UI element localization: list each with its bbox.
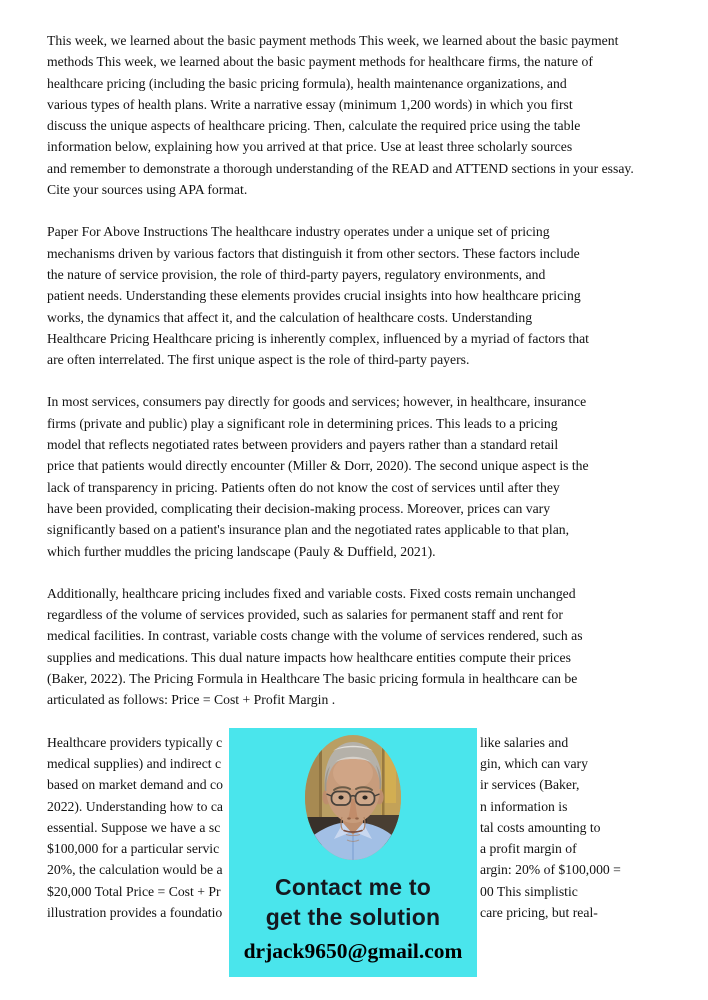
paragraph xyxy=(47,583,663,711)
text-fragment-left: illustration provides a foundatio xyxy=(47,904,223,920)
text-fragment-left: based on market demand and co xyxy=(47,777,223,793)
text-line: medical facilities. In contrast, variable costs change with the volume of services rendered, such as xyxy=(47,628,583,644)
text-line: are often interrelated. The first unique aspect is the role of third-party payers. xyxy=(47,352,470,368)
text-line: have been provided, complicating their decision-making process. Moreover, prices can vary xyxy=(47,500,551,516)
text-line: significantly based on a patient's insurance plan and the negotiated rates applicable to that plan, xyxy=(47,522,570,538)
text-line: In most services, consumers pay directly for goods and services; however, in healthcare, insurance xyxy=(47,394,587,410)
text-line: Additionally, healthcare pricing includes fixed and variable costs. Fixed costs remain unchanged xyxy=(47,585,576,601)
text-fragment-right: ir services (Baker, xyxy=(480,777,580,793)
text-fragment-right: a profit margin of xyxy=(480,841,577,857)
text-fragment-right: care pricing, but real- xyxy=(480,904,598,920)
paragraph xyxy=(47,391,663,561)
text-fragment-right: argin: 20% of $100,000 = xyxy=(480,862,621,878)
contact-overlay-card xyxy=(229,728,477,977)
text-line: model that reflects negotiated rates between providers and payers rather than a standard retail xyxy=(47,437,559,453)
contact-heading-line1: Contact me to xyxy=(275,874,431,900)
text-line: healthcare pricing (including the basic pricing formula), health maintenance organizations, and xyxy=(47,75,567,91)
text-line: information below, explaining how you arrived at that price. Use at least three scholarly sources xyxy=(47,139,573,155)
text-fragment-left: medical supplies) and indirect c xyxy=(47,755,222,771)
text-fragment-right: like salaries and xyxy=(480,734,569,750)
paragraph xyxy=(47,221,663,370)
text-line: patient needs. Understanding these elements provides crucial insights into how healthcare pricing xyxy=(47,288,581,304)
text-line: (Baker, 2022). The Pricing Formula in Healthcare The basic pricing formula in healthcare can be xyxy=(47,671,578,687)
text-line: which further muddles the pricing landscape (Pauly & Duffield, 2021). xyxy=(47,543,436,559)
text-line: lack of transparency in pricing. Patients often do not know the cost of services until after they xyxy=(47,479,560,495)
text-line: methods This week, we learned about the basic payment methods for healthcare firms, the nature of xyxy=(47,54,593,70)
text-line: and remember to demonstrate a thorough understanding of the READ and ATTEND sections in your essay. xyxy=(47,160,634,176)
contact-heading xyxy=(266,872,440,932)
text-line: price that patients would directly encounter (Miller & Dorr, 2020). The second unique aspect is the xyxy=(47,458,589,474)
contact-heading-line2: get the solution xyxy=(265,904,441,930)
text-line: articulated as follows: Price = Cost + Profit Margin . xyxy=(47,692,336,708)
text-line: Paper For Above Instructions The healthcare industry operates under a unique set of pricing xyxy=(47,224,550,240)
text-line: This week, we learned about the basic payment methods This week, we learned about the basic payment xyxy=(47,33,619,48)
text-fragment-left: essential. Suppose we have a sc xyxy=(47,819,221,835)
text-line: firms (private and public) play a significant role in determining prices. This leads to a pricing xyxy=(47,415,558,431)
elderly-man-portrait-icon xyxy=(305,735,401,860)
text-line: discuss the unique aspects of healthcare pricing. Then, calculate the required price using the table xyxy=(47,118,581,134)
text-fragment-left: Healthcare providers typically c xyxy=(47,734,223,750)
text-fragment-left: 2022). Understanding how to ca xyxy=(47,798,223,814)
text-line: the nature of service provision, the role of third-party payers, regulatory environments, and xyxy=(47,266,546,282)
text-line: works, the dynamics that affect it, and the calculation of healthcare costs. Understanding xyxy=(47,309,533,325)
text-line: Healthcare Pricing Healthcare pricing is inherently complex, influenced by a myriad of factors that xyxy=(47,330,589,346)
contact-email: drjack9650@gmail.com xyxy=(243,939,463,963)
text-fragment-left: $100,000 for a particular servic xyxy=(47,841,220,857)
contact-avatar xyxy=(305,735,401,860)
text-fragment-left: $20,000 Total Price = Cost + Pr xyxy=(47,883,221,899)
text-fragment-right: gin, which can vary xyxy=(480,755,588,771)
text-line: mechanisms driven by various factors that distinguish it from other sectors. These factors include xyxy=(47,245,580,261)
text-line: supplies and medications. This dual nature impacts how healthcare entities compute their prices xyxy=(47,649,571,665)
text-line: regardless of the volume of services provided, such as salaries for permanent staff and rent for xyxy=(47,607,563,623)
text-line: Cite your sources using APA format. xyxy=(47,182,248,198)
text-fragment-right: 00 This simplistic xyxy=(480,883,578,899)
paragraph xyxy=(47,30,663,200)
text-fragment-right: n information is xyxy=(480,798,568,814)
text-line: various types of health plans. Write a narrative essay (minimum 1,200 words) in which you first xyxy=(47,96,573,112)
text-fragment-left: 20%, the calculation would be a xyxy=(47,862,223,878)
text-fragment-right: tal costs amounting to xyxy=(480,819,601,835)
